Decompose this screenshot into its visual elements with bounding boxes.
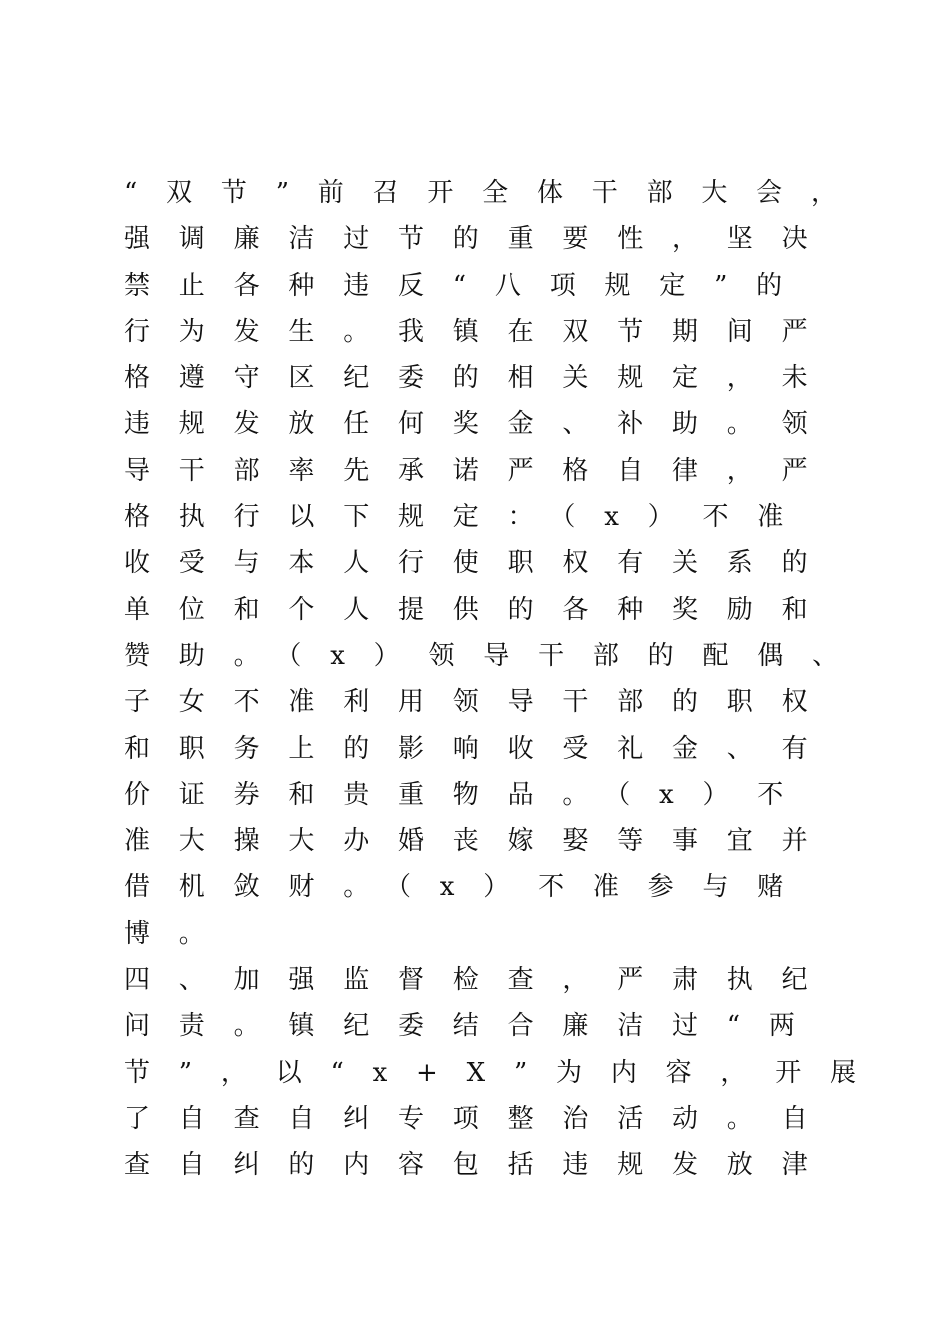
document-body [124,170,885,1189]
text-line: 格执行以下规定：（x）不准 [124,502,813,533]
text-line: 强调廉洁过节的重要性，坚决 [124,224,837,255]
section-heading-line: 四、加强监督检查，严肃执纪 [124,965,837,996]
text-line: 和职务上的影响收受礼金、有 [124,733,837,764]
text-line: 节”，以“x+X”为内容，开展 [124,1057,885,1088]
text-line: 准大操大办婚丧嫁娶等事宜并 [124,826,837,857]
text-line: 行为发生。我镇在双节期间严 [124,316,837,347]
text-line: 博。 [124,918,234,949]
text-line: 问责。镇纪委结合廉洁过“两 [124,1011,824,1042]
text-line: 了自查自纠专项整治活动。自 [124,1103,837,1134]
text-line: 单位和个人提供的各种奖励和 [124,594,837,625]
text-line: 格遵守区纪委的相关规定，未 [124,363,837,394]
text-line: 查自纠的内容包括违规发放津 [124,1150,837,1181]
text-line: 违规发放任何奖金、补助。领 [124,409,837,440]
text-line: “双节”前召开全体干部大会， [124,178,866,208]
text-line: 子女不准利用领导干部的职权 [124,687,837,718]
text-line: 借机敛财。（x）不准参与赌 [124,872,813,903]
text-line: 禁止各种违反“八项规定”的 [124,270,811,301]
text-line: 收受与本人行使职权有关系的 [124,548,837,579]
text-line: 赞助。（x）领导干部的配偶、 [124,640,867,671]
text-line: 价证券和贵重物品。（x）不 [124,779,813,810]
text-line: 导干部率先承诺严格自律，严 [124,455,837,486]
